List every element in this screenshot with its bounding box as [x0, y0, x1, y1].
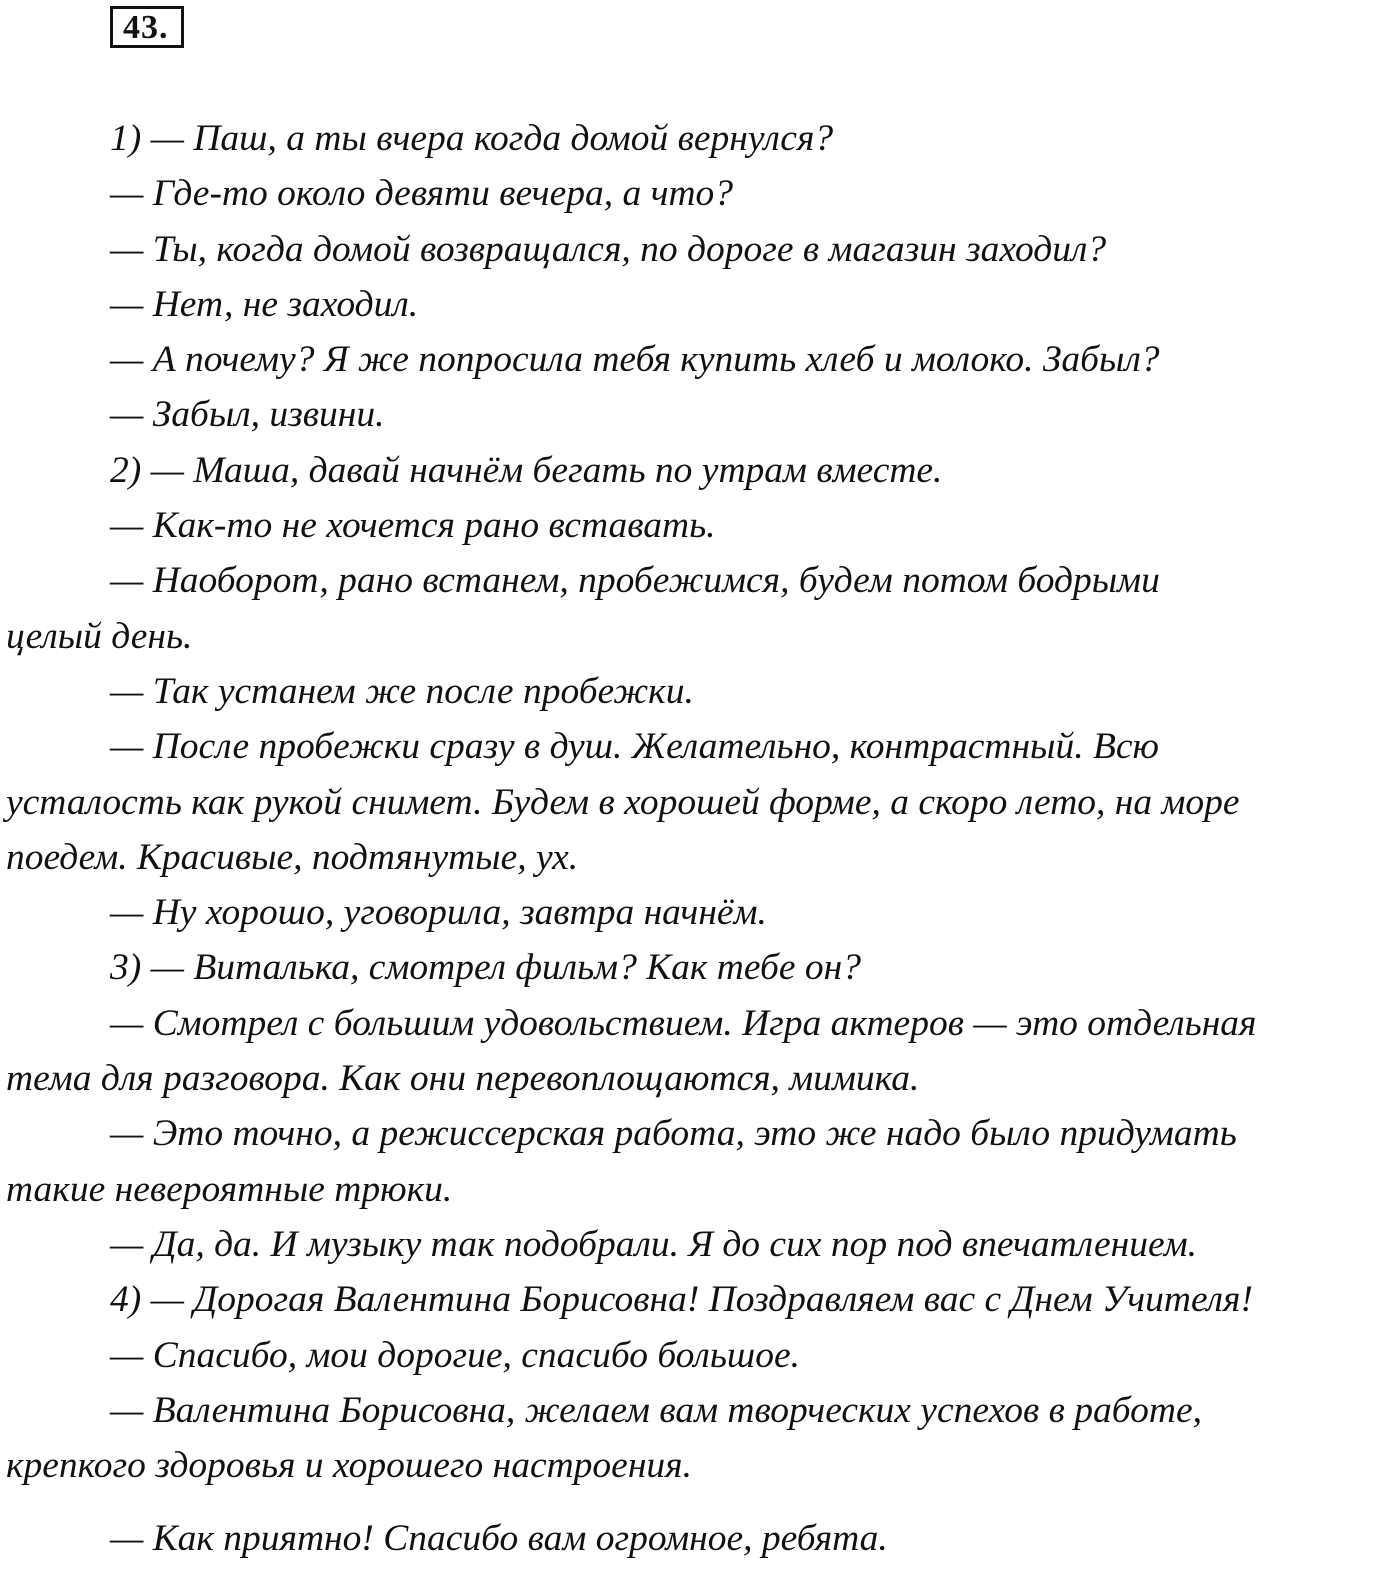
dialogue-line: — Наоборот, рано встанем, пробежимся, будем потом бодрыми — [110, 560, 1160, 602]
dialogue-line: — Так устанем же после пробежки. — [110, 670, 694, 712]
dialogue-line: — Как-то не хочется рано вставать. — [110, 505, 716, 547]
dialogue-line: 4) — Дорогая Валентина Борисовна! Поздравляем вас с Днем Учителя! — [110, 1279, 1253, 1321]
dialogue-line-continuation: поедем. Красивые, подтянутые, ух. — [6, 836, 579, 878]
dialogue-line: — Спасибо, мои дорогие, спасибо большое. — [110, 1334, 800, 1376]
dialogue-line: 2) — Маша, давай начнём бегать по утрам вместе. — [110, 449, 943, 491]
dialogue-line: — Забыл, извини. — [110, 394, 385, 436]
dialogue-line: 1) — Паш, а ты вчера когда домой вернулся? — [110, 118, 834, 159]
dialogue-text — [6, 111, 1396, 1567]
dialogue-line: — Ты, когда домой возвращался, по дороге в магазин заходил? — [110, 228, 1107, 270]
dialogue-line-continuation: тема для разговора. Как они перевоплощаются, мимика. — [6, 1058, 920, 1100]
dialogue-line: 3) — Виталька, смотрел фильм? Как тебе он? — [110, 947, 862, 989]
dialogue-line: — Да, да. И музыку так подобрали. Я до сих пор под впечатлением. — [110, 1223, 1198, 1265]
dialogue-line: — Ну хорошо, уговорила, завтра начнём. — [110, 892, 767, 934]
dialogue-line: — Где-то около девяти вечера, а что? — [110, 173, 734, 215]
dialogue-line-continuation: такие невероятные трюки. — [6, 1168, 453, 1210]
dialogue-line-continuation: целый день. — [6, 615, 193, 657]
dialogue-line: — Это точно, а режиссерская работа, это же надо было придумать — [110, 1113, 1237, 1155]
dialogue-line-continuation: крепкого здоровья и хорошего настроения. — [6, 1445, 692, 1487]
dialogue-line: — После пробежки сразу в душ. Желательно, контрастный. Всю — [110, 726, 1159, 768]
dialogue-line: — Смотрел с большим удовольствием. Игра актеров — это отдельная — [110, 1002, 1257, 1044]
dialogue-line: — Валентина Борисовна, желаем вам творческих успехов в работе, — [110, 1389, 1202, 1431]
exercise-number: 43. — [110, 6, 184, 48]
dialogue-line: — Как приятно! Спасибо вам огромное, ребята. — [110, 1518, 888, 1560]
dialogue-line: — Нет, не заходил. — [110, 283, 419, 325]
dialogue-line-continuation: усталость как рукой снимет. Будем в хорошей форме, а скоро лето, на море — [6, 781, 1240, 823]
dialogue-line: — А почему? Я же попросила тебя купить хлеб и молоко. Забыл? — [110, 339, 1160, 381]
